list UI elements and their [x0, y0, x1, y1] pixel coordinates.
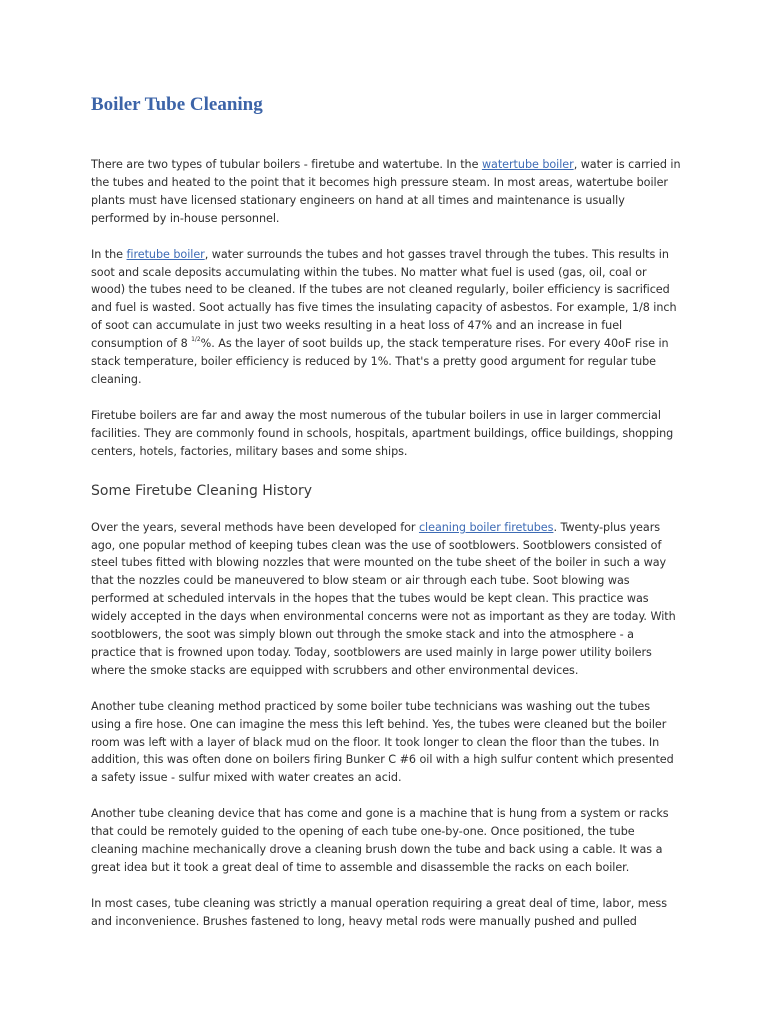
paragraph-machine: Another tube cleaning device that has come and gone is a machine that is hung from a system or racks that could be remotely guided to the opening of each tube one-by-one. Once positioned, the tube cleaning machine mechanically drove a cleaning brush down the tube and back using a cable. It was a great idea but it took a great deal of time to assemble and disassemble the racks on each boiler.	[91, 807, 669, 874]
section-heading: Some Firetube Cleaning History	[91, 482, 313, 499]
paragraph-manual: In most cases, tube cleaning was strictly a manual operation requiring a great deal of time, labor, mess and inconvenience. Brushes fastened to long, heavy metal rods were manually pushed and pulled	[91, 896, 667, 928]
fraction-superscript: 1/2	[191, 336, 201, 344]
paragraph-facilities: Firetube boilers are far and away the most numerous of the tubular boilers in use in larger commercial facilities. They are commonly found in schools, hospitals, apartment buildings, office buildings, shopping centers, hotels, factories, military bases and some ships.	[91, 408, 674, 458]
paragraph-text: There are two types of tubular boilers - firetube and watertube. In the	[91, 158, 482, 171]
paragraph-text: Over the years, several methods have been developed for	[91, 520, 419, 534]
paragraph-fire-hose: Another tube cleaning method practiced by some boiler tube technicians was washing out the tubes using a fire hose. One can imagine the mess this left behind. Yes, the tubes were cleaned but the boiler room was left with a layer of black mud on the floor. It took longer to clean the floor than the tubes. In addition, this was often done on boilers firing Bunker C #6 oil with a high sulfur content which presented a safety issue - sulfur mixed with water creates an acid.	[91, 699, 674, 785]
article-body	[91, 92, 681, 931]
paragraph-intro	[91, 156, 681, 228]
paragraph-text: , water surrounds the tubes and hot gasses travel through the tubes. This results in soot and scale deposits accumulating within the tubes. No matter what fuel is used (gas, oil, coal or wood) the tubes need to be cleaned. If the tubes are not cleaned regularly, boiler efficiency is sacrificed and fuel is wasted. Soot actually has five times the insulating capacity of asbestos. For example, 1/8 inch of soot can accumulate in just two weeks resulting in a heat loss of 47% and an increase in fuel consumption of 8	[91, 247, 677, 351]
page-title: Boiler Tube Cleaning	[91, 94, 263, 115]
paragraph-text: , water is carried in the tubes and heated to the point that it becomes high pressure steam. In most areas, watertube boiler plants must have licensed stationary engineers on hand at all times and maintenance is usually performed by in-house personnel.	[91, 158, 681, 225]
paragraph-text: In the	[91, 247, 127, 261]
paragraph-text: . Twenty-plus years ago, one popular method of keeping tubes clean was the use of sootblowers. Sootblowers consisted of steel tubes fitted with blowing nozzles that were mounted on the tube sheet of the boiler in such a way that the nozzles could be maneuvered to blow steam or air through each tube. Soot blowing was performed at scheduled intervals in the hopes that the tubes would be kept clean. This practice was widely accepted in the days when environmental concerns were not as important as they are today. With sootblowers, the soot was simply blown out through the smoke stack and into the atmosphere - a practice that is frowned upon today. Today, sootblowers are used mainly in large power utility boilers where the smoke stacks are equipped with scrubbers and other environmental devices.	[91, 520, 676, 677]
watertube-boiler-link[interactable]: watertube boiler	[481, 158, 574, 171]
paragraph-firetube	[91, 246, 681, 389]
paragraph-text: %. As the layer of soot builds up, the stack temperature rises. For every 40oF rise in stack temperature, boiler efficiency is reduced by 1%. That's a pretty good argument for regular tube cleaning.	[91, 337, 669, 386]
cleaning-boiler-firetubes-link[interactable]: cleaning boiler firetubes	[418, 520, 554, 534]
firetube-boiler-link[interactable]: firetube boiler	[126, 247, 205, 261]
paragraph-methods	[91, 519, 681, 680]
